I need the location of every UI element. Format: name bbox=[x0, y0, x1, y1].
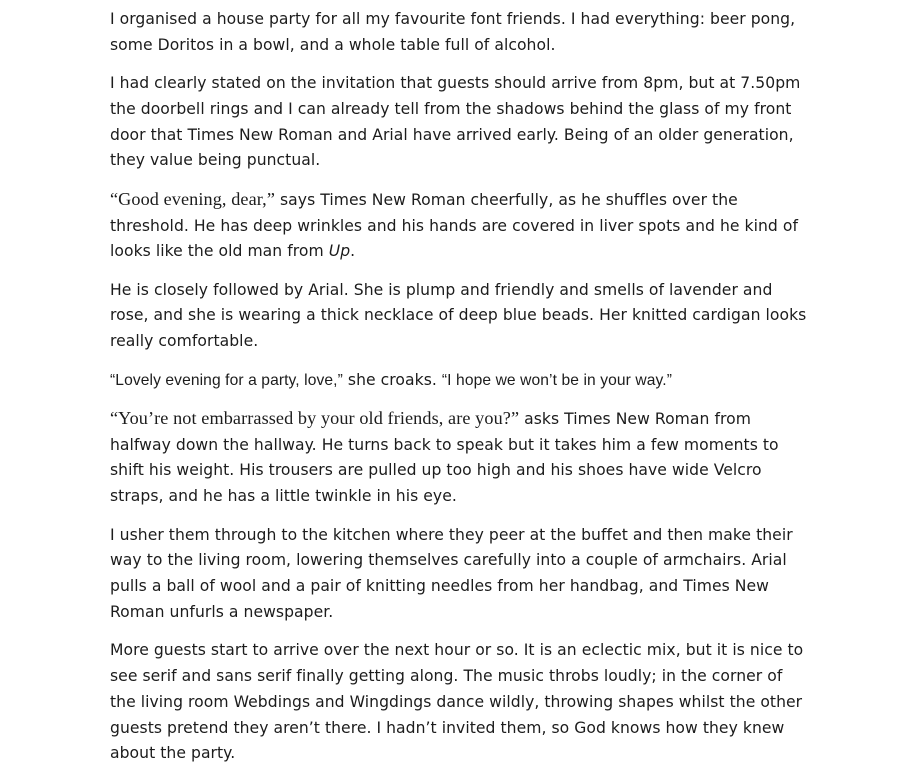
paragraph-7: I usher them through to the kitchen where they peer at the buffet and then make their way to the living room, lowering themselves carefully into a couple of armchairs. Arial pulls a ball of wool and a pair of knitting needles from her handbag, and Times New Roman unfurls a newspaper. bbox=[110, 525, 793, 621]
arial-quote-1: “Lovely evening for a party, love,” bbox=[110, 371, 343, 389]
film-title: Up bbox=[328, 242, 351, 261]
arial-quote-2: “I hope we won’t be in your way.” bbox=[441, 371, 672, 389]
paragraph-3-end: . bbox=[350, 242, 356, 261]
paragraph-3-text: says Times New Roman cheerfully, as he shuffles over the threshold. He has deep wrinkles and his hands are covered in liver spots and he kind of looks like the old man from bbox=[110, 190, 799, 261]
paragraph-4: He is closely followed by Arial. She is plump and friendly and smells of lavender and rose, and she is wearing a thick necklace of deep blue beads. Her knitted cardigan looks really comfortable. bbox=[110, 280, 807, 351]
paragraph-3 bbox=[110, 187, 810, 265]
article-body bbox=[110, 7, 810, 780]
paragraph-6-text: asks Times New Roman from halfway down the hallway. He turns back to speak but it takes him a few moments to shift his weight. His trousers are pulled up too high and his shoes have wide Velcro straps, and he has a little twinkle in his eye. bbox=[110, 409, 779, 506]
paragraph-2: I had clearly stated on the invitation that guests should arrive from 8pm, but at 7.50pm the doorbell rings and I can already tell from the shadows behind the glass of my front door that Times New Roman and Arial have arrived early. Being of an older generation, they value being punctual. bbox=[110, 74, 801, 170]
times-quote-2: “You’re not embarrassed by your old friends, are you?” bbox=[110, 407, 520, 428]
paragraph-8: More guests start to arrive over the next hour or so. It is an eclectic mix, but it is nice to see serif and sans serif finally getting along. The music throbs loudly; in the corner of the living room Webdings and Wingdings dance wildly, throwing shapes whilst the other guests pretend they aren’t there. I hadn’t invited them, so God knows how they knew about the party. bbox=[110, 641, 804, 763]
paragraph-1: I organised a house party for all my favourite font friends. I had everything: beer pong, some Doritos in a bowl, and a whole table full of alcohol. bbox=[110, 10, 796, 54]
paragraph-6 bbox=[110, 406, 810, 510]
paragraph-5-text: she croaks. bbox=[342, 370, 442, 389]
paragraph-5 bbox=[110, 368, 810, 394]
times-quote: “Good evening, dear,” bbox=[110, 188, 275, 209]
